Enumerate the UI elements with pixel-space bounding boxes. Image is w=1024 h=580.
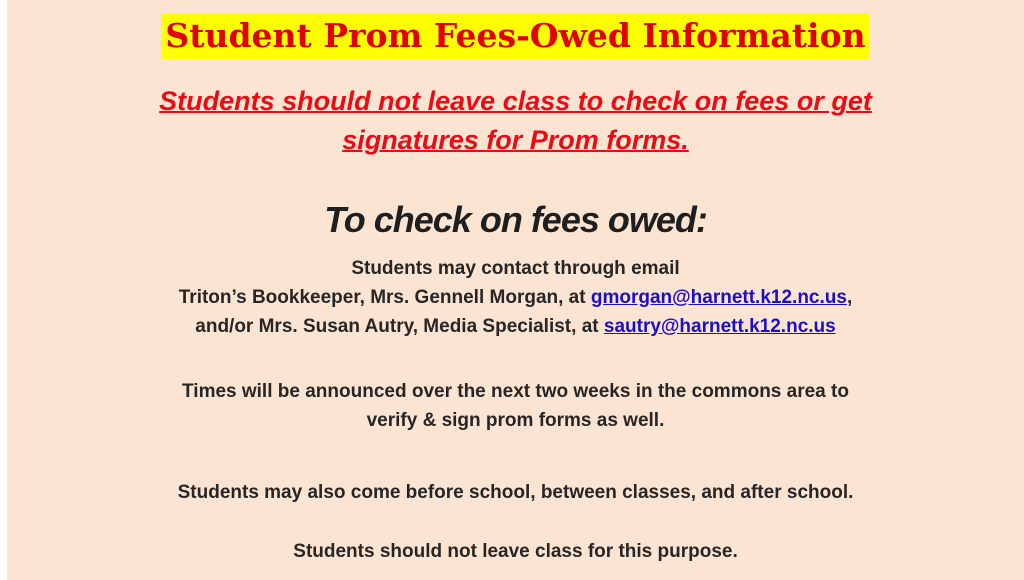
contact-line-2 bbox=[7, 283, 1024, 312]
times-line-2: verify & sign prom forms as well. bbox=[366, 410, 665, 431]
bookkeeper-email-link[interactable]: gmorgan@harnett.k12.nc.us bbox=[590, 287, 847, 308]
times-line-1: Times will be announced over the next two weeks in the commons area to bbox=[182, 381, 849, 402]
warning-line-2: signatures for Prom forms. bbox=[342, 125, 689, 155]
times-announcement bbox=[7, 377, 1024, 435]
contact-line-3 bbox=[7, 312, 1024, 341]
contact-info bbox=[7, 254, 1024, 341]
flyer-slide bbox=[7, 0, 1024, 580]
before-school-note: Students may also come before school, between classes, and after school. bbox=[177, 482, 854, 503]
comma-text: , bbox=[846, 287, 853, 308]
warning-notice bbox=[7, 82, 1024, 160]
media-specialist-text: and/or Mrs. Susan Autry, Media Specialist, at bbox=[195, 316, 604, 337]
fees-heading: To check on fees owed: bbox=[324, 199, 707, 240]
media-specialist-email-link[interactable]: sautry@harnett.k12.nc.us bbox=[603, 316, 836, 337]
no-leave-note: Students should not leave class for this purpose. bbox=[293, 541, 738, 562]
title-container bbox=[7, 13, 1024, 59]
page-title: Student Prom Fees-Owed Information bbox=[161, 13, 869, 59]
contact-line-1: Students may contact through email bbox=[351, 258, 680, 279]
warning-line-1: Students should not leave class to check on fees or get bbox=[159, 86, 872, 116]
bookkeeper-text: Triton’s Bookkeeper, Mrs. Gennell Morgan, at bbox=[178, 287, 591, 308]
